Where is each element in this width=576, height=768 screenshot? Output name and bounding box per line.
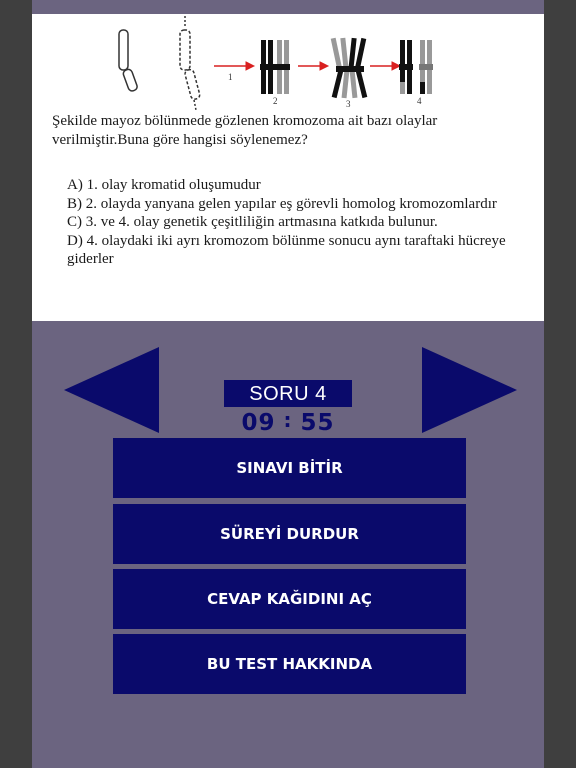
figure-label-1: 1 (228, 72, 233, 82)
right-side-bar (544, 0, 576, 768)
left-side-bar (0, 0, 32, 768)
chromosome-crossing-3 (331, 38, 368, 99)
timer-minutes: 09 (241, 410, 276, 436)
figure-label-2: 2 (273, 96, 278, 106)
chromosome-pair-2 (260, 40, 290, 94)
figure-label-4: 4 (417, 96, 422, 106)
question-text: Şekilde mayoz bölünmede gözlenen kromozoma ait bazı olaylar verilmiştir.Buna göre hangisi söylenemez? (52, 113, 438, 148)
question-card (32, 14, 544, 321)
event-arrow-3 (370, 62, 400, 70)
option-d: D) 4. olaydaki iki ayrı kromozom bölünme sonucu aynı taraftaki hücreye giderler (67, 232, 506, 267)
option-b: B) 2. olayda yanyana gelen yapılar eş görevli homolog kromozomlardır (67, 195, 497, 212)
countdown-timer (224, 409, 352, 437)
option-c: C) 3. ve 4. olay genetik çeşitliliğin artmasına katkıda bulunur. (67, 214, 438, 230)
timer-separator: : (283, 408, 293, 432)
chromosome-single (119, 30, 138, 92)
event-arrow-2 (298, 62, 328, 70)
chromosome-pair-4 (399, 40, 433, 94)
open-answer-sheet-button[interactable]: CEVAP KAĞIDINI AÇ (113, 569, 466, 629)
pause-timer-button[interactable]: SÜREYİ DURDUR (113, 504, 466, 564)
figure-label-3: 3 (346, 99, 351, 109)
question-number-label: SORU 4 (224, 380, 352, 407)
timer-seconds: 55 (300, 410, 335, 436)
finish-exam-button[interactable]: SINAVI BİTİR (113, 438, 466, 498)
previous-arrow-icon[interactable] (64, 347, 160, 433)
event-arrow-1 (214, 62, 254, 70)
chromosome-replicating (180, 16, 201, 110)
answer-options (67, 176, 537, 269)
chromosome-figure (32, 14, 544, 114)
about-test-button[interactable]: BU TEST HAKKINDA (113, 634, 466, 694)
next-arrow-icon[interactable] (422, 347, 518, 433)
option-a: A) 1. olay kromatid oluşumudur (67, 177, 261, 193)
